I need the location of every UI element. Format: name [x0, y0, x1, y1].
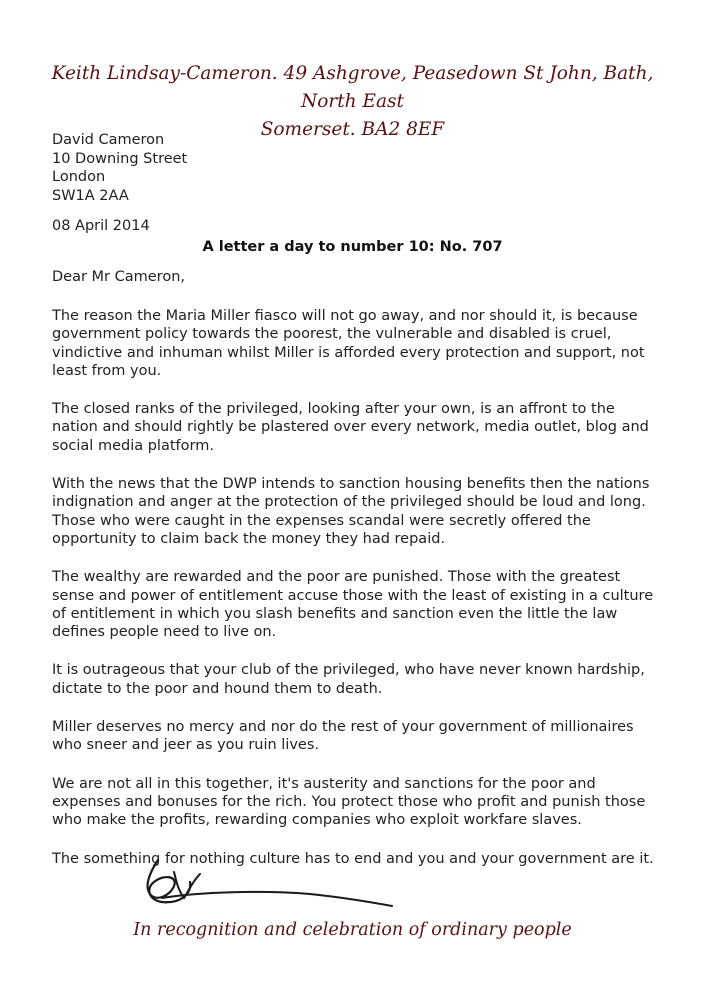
sender-address-line-1: Keith Lindsay-Cameron. 49 Ashgrove, Peasedown St John, Bath, North East — [51, 63, 654, 112]
salutation: Dear Mr Cameron, — [52, 269, 185, 285]
letter-subject: A letter a day to number 10: No. 707 — [202, 239, 503, 255]
paragraph: Miller deserves no mercy and nor do the rest of your government of millionaires who sneer and jeer as you ruin lives. — [52, 719, 634, 754]
paragraph: We are not all in this together, it's austerity and sanctions for the poor and expenses and bonuses for the rich. You protect those who profit and punish those who make the profits, rewarding companies who exploit workfare slaves. — [52, 775, 646, 829]
paragraph: The something for nothing culture has to end and you and your government are it. — [52, 850, 654, 867]
recipient-city: London — [52, 169, 106, 185]
sender-address-line-2: Somerset. BA2 8EF — [260, 119, 445, 140]
paragraph: It is outrageous that your club of the privileged, who have never known hardship, dictate to the poor and hound them to death. — [52, 662, 645, 697]
recipient-postcode: SW1A 2AA — [52, 187, 129, 204]
letter-body — [52, 307, 660, 888]
signature-icon — [140, 852, 400, 914]
letter-date: 08 April 2014 — [52, 218, 150, 234]
recipient-name: David Cameron — [52, 132, 165, 148]
paragraph: The wealthy are rewarded and the poor are punished. Those with the greatest sense and power of entitlement accuse those with the least of existing in a culture of entitlement in which you slash benefits and sanction even the little the law defines people need to live on. — [52, 569, 654, 641]
footer-tagline: In recognition and celebration of ordinary people — [133, 920, 572, 940]
recipient-address — [52, 131, 187, 205]
paragraph: With the news that the DWP intends to sanction housing benefits then the nations indignation and anger at the protection of the privileged should be loud and long. Those who were caught in the expenses scandal were secretly offered the opportunity to claim back the money they had repaid. — [52, 476, 650, 547]
paragraph: The closed ranks of the privileged, looking after your own, is an affront to the nation and should rightly be plastered over every network, media outlet, blog and social media platform. — [52, 401, 649, 454]
paragraph: The reason the Maria Miller fiasco will not go away, and nor should it, is because government policy towards the poorest, the vulnerable and disabled is cruel, vindictive and inhuman whilst Miller is afforded every protection and support, not least from you. — [52, 308, 645, 379]
recipient-street: 10 Downing Street — [52, 150, 188, 167]
